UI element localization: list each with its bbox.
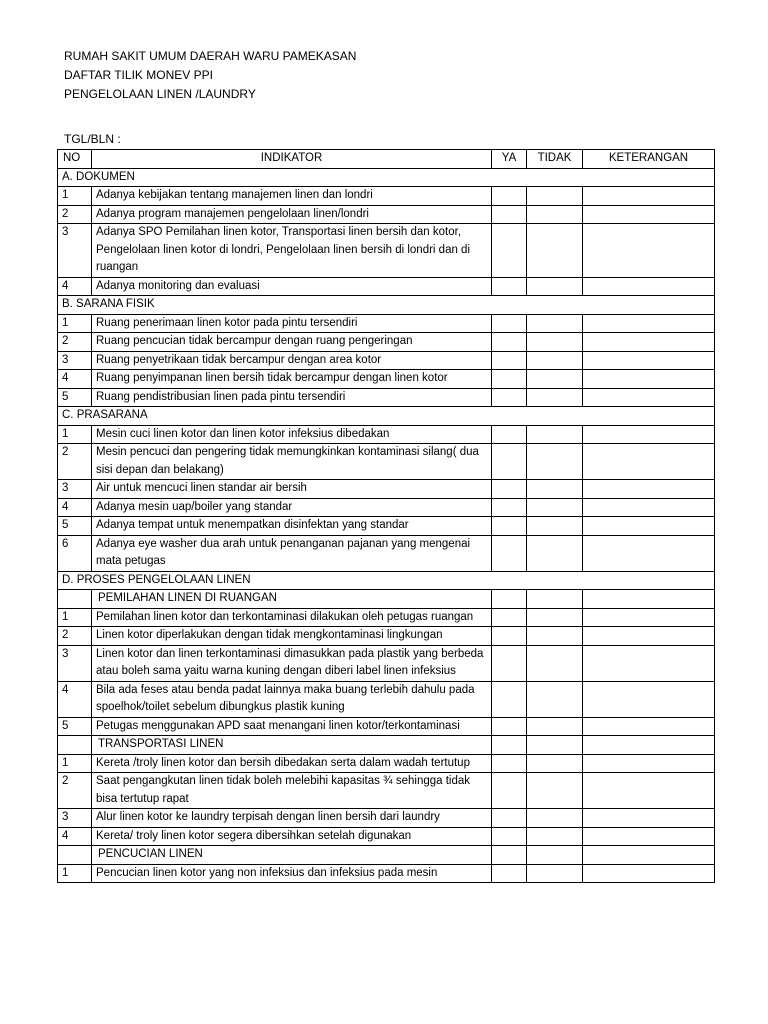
section-title: A. DOKUMEN <box>58 168 715 187</box>
ya-cell[interactable] <box>492 314 527 333</box>
table-row <box>58 645 715 681</box>
subsection-title: PEMILAHAN LINEN DI RUANGAN <box>92 590 492 609</box>
indikator-cell: Ruang pencucian tidak bercampur dengan ruang pengeringan <box>92 333 492 352</box>
tidak-cell[interactable] <box>527 736 583 755</box>
row-number: 5 <box>58 388 92 407</box>
tidak-cell[interactable] <box>527 277 583 296</box>
indikator-cell: Adanya monitoring dan evaluasi <box>92 277 492 296</box>
row-number: 1 <box>58 754 92 773</box>
keterangan-cell[interactable] <box>583 754 715 773</box>
ya-cell[interactable] <box>492 535 527 571</box>
ya-cell[interactable] <box>492 351 527 370</box>
row-number: 5 <box>58 717 92 736</box>
indikator-cell: Adanya mesin uap/boiler yang standar <box>92 498 492 517</box>
tidak-cell[interactable] <box>527 864 583 883</box>
date-label: TGL/BLN : <box>64 132 121 146</box>
keterangan-cell[interactable] <box>583 681 715 717</box>
keterangan-cell[interactable] <box>583 425 715 444</box>
tidak-cell[interactable] <box>527 205 583 224</box>
ya-cell[interactable] <box>492 187 527 206</box>
section-row <box>58 571 715 590</box>
keterangan-cell[interactable] <box>583 480 715 499</box>
keterangan-cell[interactable] <box>583 517 715 536</box>
indikator-cell: Bila ada feses atau benda padat lainnya maka buang terlebih dahulu pada spoelhok/toilet sebelum dibungkus plastik kuning <box>92 681 492 717</box>
subsection-row <box>58 846 715 865</box>
section-title: C. PRASARANA <box>58 407 715 426</box>
ya-cell[interactable] <box>492 388 527 407</box>
indikator-cell: Petugas menggunakan APD saat menangani linen kotor/terkontaminasi <box>92 717 492 736</box>
table-header-row <box>58 150 715 169</box>
ya-cell[interactable] <box>492 205 527 224</box>
section-row <box>58 407 715 426</box>
table-row <box>58 773 715 809</box>
indikator-cell: Ruang pendistribusian linen pada pintu tersendiri <box>92 388 492 407</box>
column-header-tidak: TIDAK <box>527 150 583 169</box>
ya-cell[interactable] <box>492 498 527 517</box>
tidak-cell[interactable] <box>527 388 583 407</box>
checklist-subtitle: PENGELOLAAN LINEN /LAUNDRY <box>64 87 256 101</box>
ya-cell[interactable] <box>492 864 527 883</box>
ya-cell[interactable] <box>492 277 527 296</box>
ya-cell[interactable] <box>492 224 527 278</box>
ya-cell[interactable] <box>492 333 527 352</box>
row-number: 2 <box>58 627 92 646</box>
row-number: 1 <box>58 314 92 333</box>
row-number: 1 <box>58 608 92 627</box>
ya-cell[interactable] <box>492 773 527 809</box>
row-number: 3 <box>58 645 92 681</box>
keterangan-cell[interactable] <box>583 277 715 296</box>
keterangan-cell[interactable] <box>583 608 715 627</box>
tidak-cell[interactable] <box>527 370 583 389</box>
table-row <box>58 333 715 352</box>
indikator-cell: Adanya SPO Pemilahan linen kotor, Transportasi linen bersih dan kotor, Pengelolaan linen kotor di londri, Pengelolaan linen bersih di londri dan di ruangan <box>92 224 492 278</box>
keterangan-cell[interactable] <box>583 314 715 333</box>
column-header-keterangan: KETERANGAN <box>583 150 715 169</box>
row-number: 5 <box>58 517 92 536</box>
tidak-cell[interactable] <box>527 535 583 571</box>
keterangan-cell[interactable] <box>583 187 715 206</box>
table-row <box>58 388 715 407</box>
checklist-title: DAFTAR TILIK MONEV PPI <box>64 68 213 82</box>
tidak-cell[interactable] <box>527 224 583 278</box>
table-row <box>58 608 715 627</box>
keterangan-cell[interactable] <box>583 333 715 352</box>
tidak-cell[interactable] <box>527 444 583 480</box>
table-row <box>58 205 715 224</box>
tidak-cell[interactable] <box>527 627 583 646</box>
ya-cell[interactable] <box>492 517 527 536</box>
column-header-indikator: INDIKATOR <box>92 150 492 169</box>
keterangan-cell[interactable] <box>583 773 715 809</box>
indikator-cell: Saat pengangkutan linen tidak boleh melebihi kapasitas ¾ sehingga tidak bisa tertutup rapat <box>92 773 492 809</box>
tidak-cell[interactable] <box>527 351 583 370</box>
keterangan-cell[interactable] <box>583 205 715 224</box>
indikator-cell: Air untuk mencuci linen standar air bersih <box>92 480 492 499</box>
table-row <box>58 864 715 883</box>
keterangan-cell[interactable] <box>583 846 715 865</box>
table-row <box>58 351 715 370</box>
table-row <box>58 681 715 717</box>
keterangan-cell[interactable] <box>583 370 715 389</box>
keterangan-cell[interactable] <box>583 827 715 846</box>
row-number <box>58 846 92 865</box>
subsection-title: TRANSPORTASI LINEN <box>92 736 492 755</box>
row-number: 2 <box>58 333 92 352</box>
ya-cell[interactable] <box>492 627 527 646</box>
keterangan-cell[interactable] <box>583 590 715 609</box>
table-row <box>58 187 715 206</box>
table-row <box>58 809 715 828</box>
tidak-cell[interactable] <box>527 480 583 499</box>
row-number <box>58 736 92 755</box>
table-row <box>58 444 715 480</box>
indikator-cell: Adanya program manajemen pengelolaan linen/londri <box>92 205 492 224</box>
ya-cell[interactable] <box>492 681 527 717</box>
indikator-cell: Ruang penyimpanan linen bersih tidak bercampur dengan linen kotor <box>92 370 492 389</box>
indikator-cell: Linen kotor diperlakukan dengan tidak mengkontaminasi lingkungan <box>92 627 492 646</box>
row-number: 4 <box>58 277 92 296</box>
indikator-cell: Ruang penerimaan linen kotor pada pintu tersendiri <box>92 314 492 333</box>
ya-cell[interactable] <box>492 809 527 828</box>
ya-cell[interactable] <box>492 736 527 755</box>
keterangan-cell[interactable] <box>583 224 715 278</box>
tidak-cell[interactable] <box>527 846 583 865</box>
tidak-cell[interactable] <box>527 333 583 352</box>
keterangan-cell[interactable] <box>583 498 715 517</box>
indikator-cell: Alur linen kotor ke laundry terpisah dengan linen bersih dari laundry <box>92 809 492 828</box>
table-row <box>58 425 715 444</box>
keterangan-cell[interactable] <box>583 809 715 828</box>
ya-cell[interactable] <box>492 846 527 865</box>
table-row <box>58 627 715 646</box>
keterangan-cell[interactable] <box>583 645 715 681</box>
tidak-cell[interactable] <box>527 773 583 809</box>
tidak-cell[interactable] <box>527 314 583 333</box>
table-body <box>58 168 715 883</box>
ya-cell[interactable] <box>492 645 527 681</box>
row-number: 4 <box>58 370 92 389</box>
keterangan-cell[interactable] <box>583 627 715 646</box>
tidak-cell[interactable] <box>527 681 583 717</box>
tidak-cell[interactable] <box>527 498 583 517</box>
document-header <box>64 47 356 104</box>
hospital-name: RUMAH SAKIT UMUM DAERAH WARU PAMEKASAN <box>64 49 357 63</box>
row-number: 4 <box>58 498 92 517</box>
row-number: 4 <box>58 681 92 717</box>
ya-cell[interactable] <box>492 590 527 609</box>
subsection-row <box>58 590 715 609</box>
row-number: 3 <box>58 224 92 278</box>
table-row <box>58 224 715 278</box>
indikator-cell: Adanya kebijakan tentang manajemen linen dan londri <box>92 187 492 206</box>
section-title: B. SARANA FISIK <box>58 296 715 315</box>
table-row <box>58 498 715 517</box>
row-number: 2 <box>58 444 92 480</box>
table-row <box>58 480 715 499</box>
keterangan-cell[interactable] <box>583 736 715 755</box>
row-number: 1 <box>58 425 92 444</box>
tidak-cell[interactable] <box>527 425 583 444</box>
table-row <box>58 370 715 389</box>
keterangan-cell[interactable] <box>583 388 715 407</box>
indikator-cell: Ruang penyetrikaan tidak bercampur dengan area kotor <box>92 351 492 370</box>
table-row <box>58 517 715 536</box>
tidak-cell[interactable] <box>527 517 583 536</box>
subsection-row <box>58 736 715 755</box>
tidak-cell[interactable] <box>527 717 583 736</box>
ya-cell[interactable] <box>492 717 527 736</box>
indikator-cell: Mesin pencuci dan pengering tidak memungkinkan kontaminasi silang( dua sisi depan dan belakang) <box>92 444 492 480</box>
row-number: 3 <box>58 351 92 370</box>
subsection-title: PENCUCIAN LINEN <box>92 846 492 865</box>
indikator-cell: Kereta /troly linen kotor dan bersih dibedakan serta dalam wadah tertutup <box>92 754 492 773</box>
table-row <box>58 754 715 773</box>
tidak-cell[interactable] <box>527 608 583 627</box>
column-header-ya: YA <box>492 150 527 169</box>
keterangan-cell[interactable] <box>583 351 715 370</box>
table-row <box>58 827 715 846</box>
table-row <box>58 314 715 333</box>
checklist-table <box>57 149 715 883</box>
ya-cell[interactable] <box>492 754 527 773</box>
tidak-cell[interactable] <box>527 590 583 609</box>
indikator-cell: Adanya tempat untuk menempatkan disinfektan yang standar <box>92 517 492 536</box>
keterangan-cell[interactable] <box>583 535 715 571</box>
section-row <box>58 296 715 315</box>
keterangan-cell[interactable] <box>583 717 715 736</box>
row-number: 2 <box>58 205 92 224</box>
indikator-cell: Mesin cuci linen kotor dan linen kotor infeksius dibedakan <box>92 425 492 444</box>
keterangan-cell[interactable] <box>583 444 715 480</box>
ya-cell[interactable] <box>492 370 527 389</box>
tidak-cell[interactable] <box>527 809 583 828</box>
section-title: D. PROSES PENGELOLAAN LINEN <box>58 571 715 590</box>
table-row <box>58 277 715 296</box>
indikator-cell: Linen kotor dan linen terkontaminasi dimasukkan pada plastik yang berbeda atau boleh sama yaitu warna kuning dengan diberi label linen infeksius <box>92 645 492 681</box>
ya-cell[interactable] <box>492 480 527 499</box>
tidak-cell[interactable] <box>527 187 583 206</box>
indikator-cell: Pencucian linen kotor yang non infeksius dan infeksius pada mesin <box>92 864 492 883</box>
tidak-cell[interactable] <box>527 645 583 681</box>
row-number: 1 <box>58 864 92 883</box>
table-row <box>58 717 715 736</box>
row-number: 6 <box>58 535 92 571</box>
keterangan-cell[interactable] <box>583 864 715 883</box>
row-number: 3 <box>58 809 92 828</box>
indikator-cell: Adanya eye washer dua arah untuk penanganan pajanan yang mengenai mata petugas <box>92 535 492 571</box>
indikator-cell: Pemilahan linen kotor dan terkontaminasi dilakukan oleh petugas ruangan <box>92 608 492 627</box>
row-number: 2 <box>58 773 92 809</box>
indikator-cell: Kereta/ troly linen kotor segera dibersihkan setelah digunakan <box>92 827 492 846</box>
ya-cell[interactable] <box>492 827 527 846</box>
row-number: 3 <box>58 480 92 499</box>
row-number <box>58 590 92 609</box>
row-number: 1 <box>58 187 92 206</box>
tidak-cell[interactable] <box>527 754 583 773</box>
ya-cell[interactable] <box>492 608 527 627</box>
tidak-cell[interactable] <box>527 827 583 846</box>
ya-cell[interactable] <box>492 425 527 444</box>
ya-cell[interactable] <box>492 444 527 480</box>
table-row <box>58 535 715 571</box>
section-row <box>58 168 715 187</box>
column-header-no: NO <box>58 150 92 169</box>
row-number: 4 <box>58 827 92 846</box>
